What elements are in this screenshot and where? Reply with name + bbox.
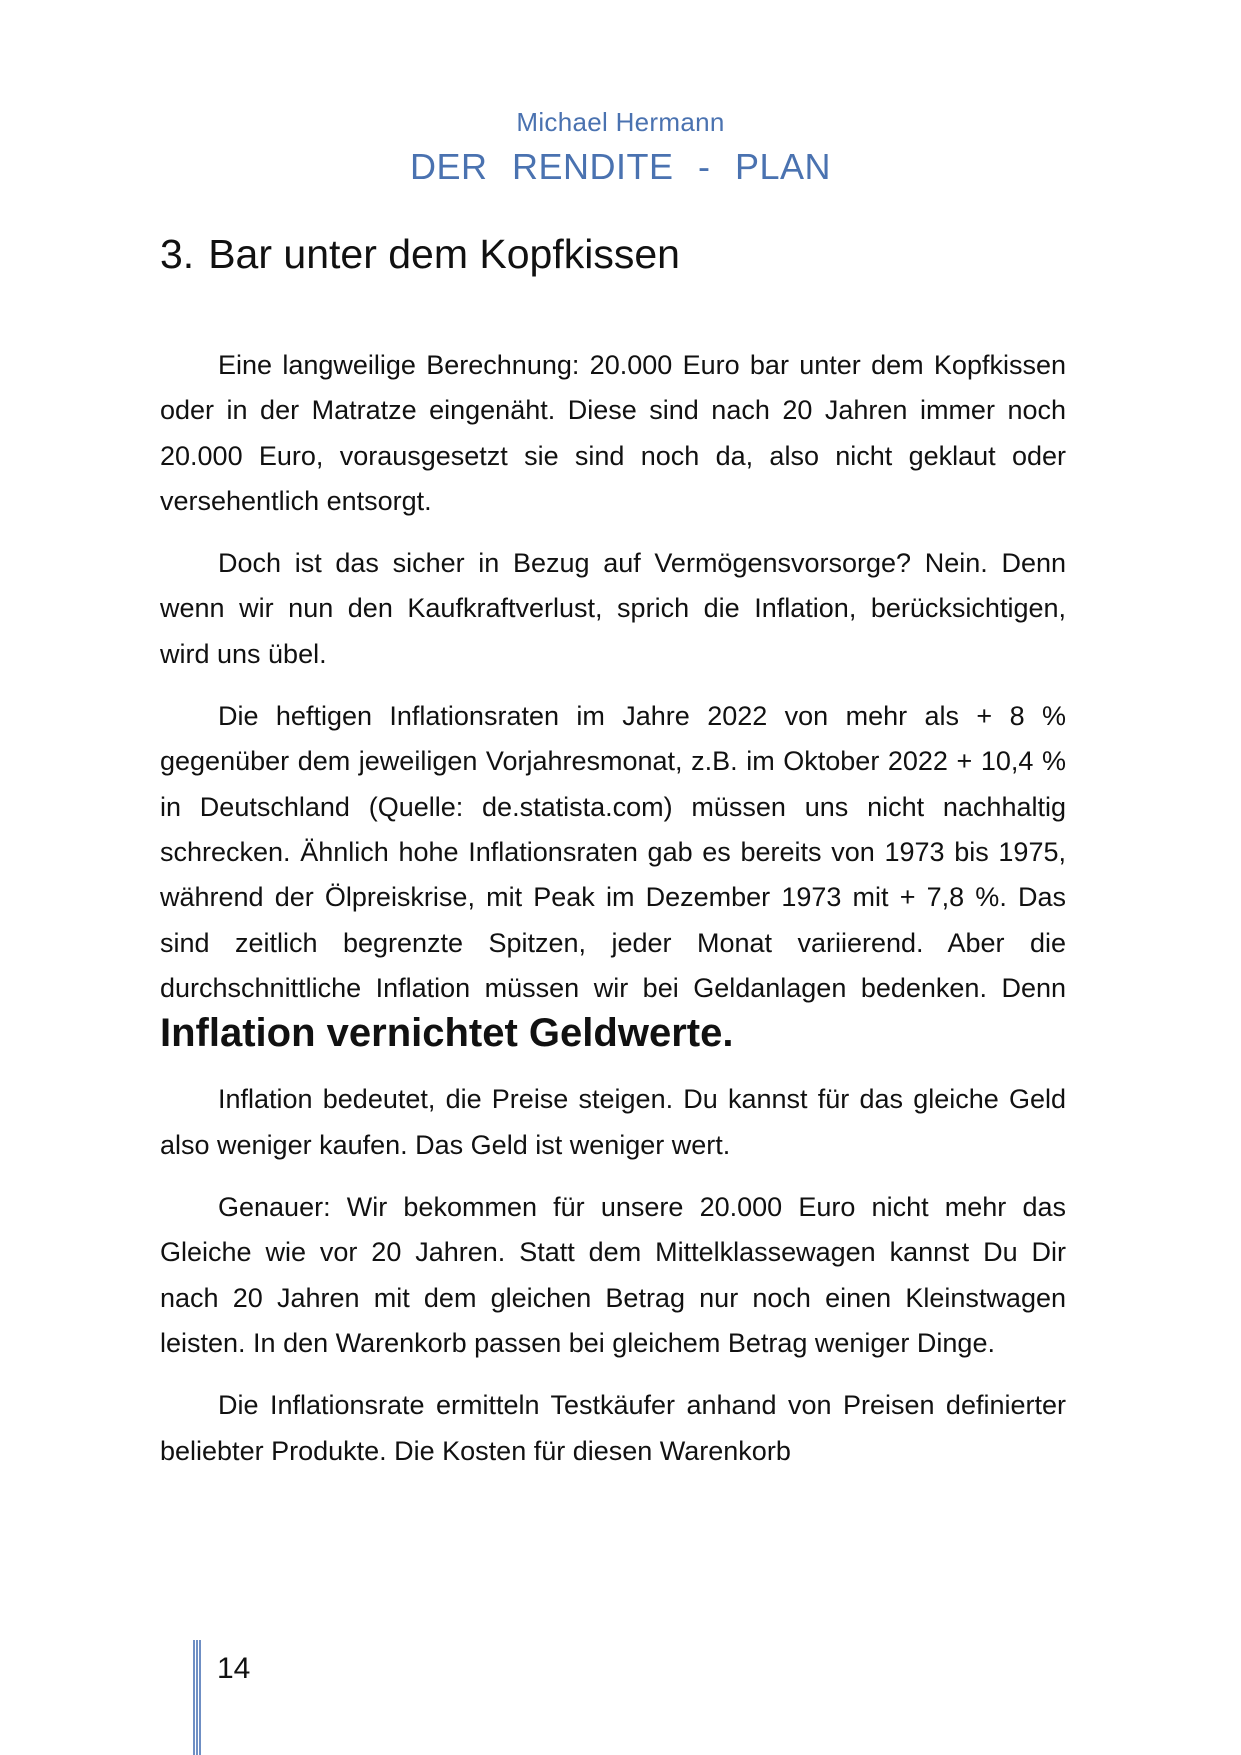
paragraph-6: Die Inflationsrate ermitteln Testkäufer anhand von Preisen definierter beliebter Produkte. Die Kosten für diesen Warenkorb [160, 1390, 1066, 1466]
paragraph-5: Genauer: Wir bekommen für unsere 20.000 Euro nicht mehr das Gleiche wie vor 20 Jahren. Statt dem Mittelklassewagen kannst Du Dir nach 20 Jahren mit dem gleichen Betrag nur noch einen Kleinstwagen leisten. In den Warenkorb passen bei gleichem Betrag weniger Dinge. [160, 1192, 1066, 1358]
paragraph-4: Inflation bedeutet, die Preise steigen. Du kannst für das gleiche Geld also weniger kaufen. Das Geld ist weniger wert. [160, 1084, 1066, 1160]
paragraph-3-text: Die heftigen Inflationsraten im Jahre 2022 von mehr als + 8 % gegenüber dem jeweiligen Vorjahresmonat, z.B. im Oktober 2022 + 10,4 % in Deutschland (Quelle: de.statista.com) müssen uns nicht nachhaltig schrecken. Ähnlich hohe Inflationsraten gab es bereits von 1973 bis 1975, während der Ölpreiskrise, mit Peak im Dezember 1973 mit + 7,8 %. Das sind zeitlich begrenzte Spitzen, jeder Monat variierend. Aber die durchschnittliche Inflation müssen wir bei Geldanlagen bedenken. Denn [160, 701, 1066, 1003]
body-text [160, 343, 1066, 1491]
chapter-title: Bar unter dem Kopfkissen [208, 231, 680, 277]
chapter-number: 3. [160, 231, 195, 277]
running-header [0, 104, 1241, 190]
page-number: 14 [217, 1652, 251, 1685]
chapter-heading [160, 228, 680, 280]
footer-rule [193, 1640, 201, 1755]
page-footer [193, 1640, 313, 1755]
header-author: Michael Hermann [516, 107, 725, 137]
paragraph-3-emphasis: Inflation vernichtet Geldwerte. [160, 1011, 734, 1056]
paragraph-2: Doch ist das sicher in Bezug auf Vermögensvorsorge? Nein. Denn wenn wir nun den Kaufkraftverlust, sprich die Inflation, berücksichtigen, wird uns übel. [160, 548, 1066, 669]
header-book-title: DER RENDITE - PLAN [409, 146, 832, 187]
paragraph-3 [160, 694, 1066, 1060]
paragraph-1: Eine langweilige Berechnung: 20.000 Euro bar unter dem Kopfkissen oder in der Matratze eingenäht. Diese sind nach 20 Jahren immer noch 20.000 Euro, vorausgesetzt sie sind noch da, also nicht geklaut oder versehentlich entsorgt. [160, 350, 1066, 516]
